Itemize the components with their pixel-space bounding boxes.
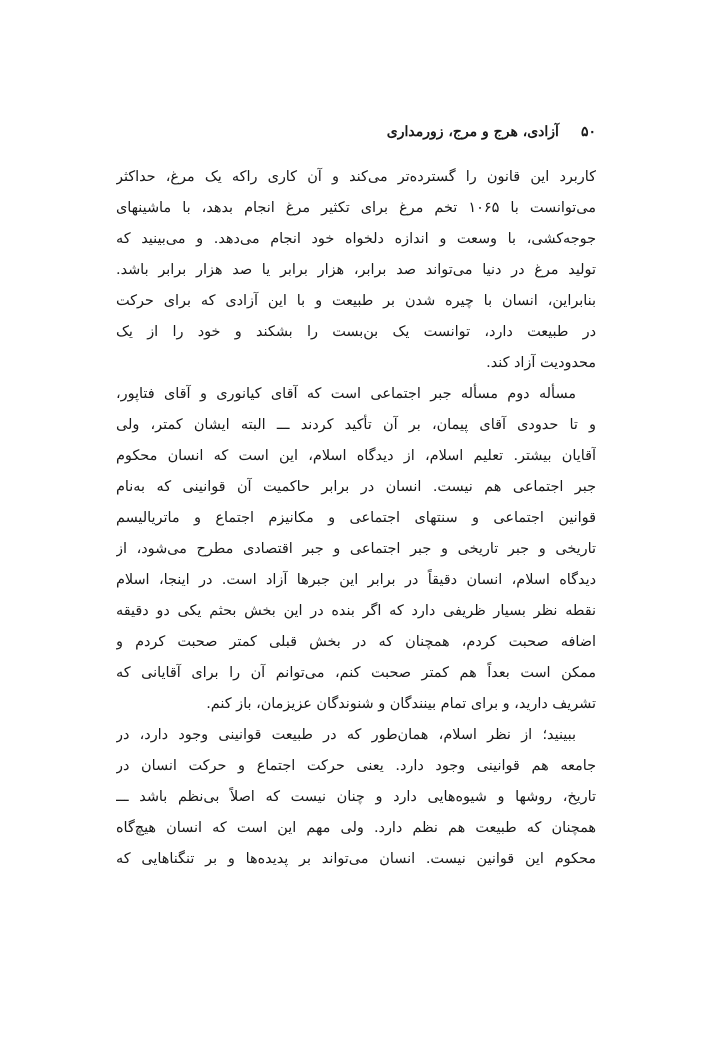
text-line: اضافه صحبت کردم، همچنان که در بخش قبلی کمتر صحبت کردم و	[116, 634, 596, 650]
text-line: مسأله دوم مسأله جبر اجتماعی است که آقای کیانوری و آقای فتاپور،	[116, 386, 576, 402]
text-line: تشریف دارید، و برای تمام بینندگان و شنوندگان عزیزمان، باز کنم.	[206, 696, 596, 712]
running-title: آزادی، هرج و مرج، زورمداری	[386, 124, 559, 140]
running-head	[116, 118, 596, 146]
page-number: ۵۰	[580, 124, 596, 140]
text-line: کاربرد این قانون را گسترده‌تر می‌کند و آن کاری راکه یک مرغ، حداکثر	[116, 169, 596, 185]
text-line: ممکن است بعداً هم کمتر صحبت کنم، می‌توانم آن را برای آقایانی که	[116, 665, 596, 681]
text-line: ببینید؛ از نظر اسلام، همان‌طور که در طبیعت قوانینی وجود دارد، در	[116, 727, 576, 743]
text-line: می‌توانست با ۱۰۶۵ تخم مرغ برای تکثیر مرغ انجام بدهد، با ماشینهای	[116, 200, 596, 216]
text-line: در طبیعت دارد، توانست یک بن‌بست را بشکند و خود را از یک	[116, 324, 596, 340]
text-line: همچنان که طبیعت هم نظم دارد. ولی مهم این است که انسان هیچ‌گاه	[116, 820, 596, 836]
text-line: نقطه نظر بسیار ظریفی دارد که اگر بنده در این بخش بحثم یکی دو دقیقه	[116, 603, 596, 619]
text-line: دیدگاه اسلام، انسان دقیقاً در برابر این جبرها آزاد است. در اینجا، اسلام	[116, 572, 596, 588]
book-page	[116, 0, 596, 1063]
text-line: جوجه‌کشی، با وسعت و اندازه دلخواه خود انجام می‌دهد. و می‌بینید که	[116, 231, 596, 247]
text-line: محدودیت آزاد کند.	[486, 355, 596, 371]
text-line: قوانین اجتماعی و سنتهای اجتماعی و مکانیزم اجتماع و ماتریالیسم	[116, 510, 596, 526]
text-line: بنابراین، انسان با چیره شدن بر طبیعت و با این آزادی که برای حرکت	[116, 293, 596, 309]
text-line: و تا حدودی آقای پیمان، بر آن تأکید کردند ـــ البته ایشان کمتر، ولی	[116, 417, 596, 433]
body-text	[116, 162, 596, 875]
text-line: تاریخ، روشها و شیوه‌هایی دارد و چنان نیست که اصلاً بی‌نظم باشد ـــ	[116, 789, 596, 805]
text-line: جامعه هم قوانینی وجود دارد. یعنی حرکت اجتماع و حرکت انسان در	[116, 758, 596, 774]
text-line: جبر اجتماعی هم نیست. انسان در برابر حاکمیت آن قوانینی که به‌نام	[116, 479, 596, 495]
text-line: محکوم این قوانین نیست. انسان می‌تواند بر پدیده‌ها و بر تنگناهایی که	[116, 851, 596, 867]
text-line: آقایان بیشتر. تعلیم اسلام، از دیدگاه اسلام، این است که انسان محکوم	[116, 448, 596, 464]
text-line: تاریخی و جبر تاریخی و جبر اجتماعی و جبر اقتصادی مطرح می‌شود، از	[116, 541, 596, 557]
text-line: تولید مرغ در دنیا می‌تواند صد برابر، هزار برابر یا صد هزار برابر باشد.	[116, 262, 596, 278]
